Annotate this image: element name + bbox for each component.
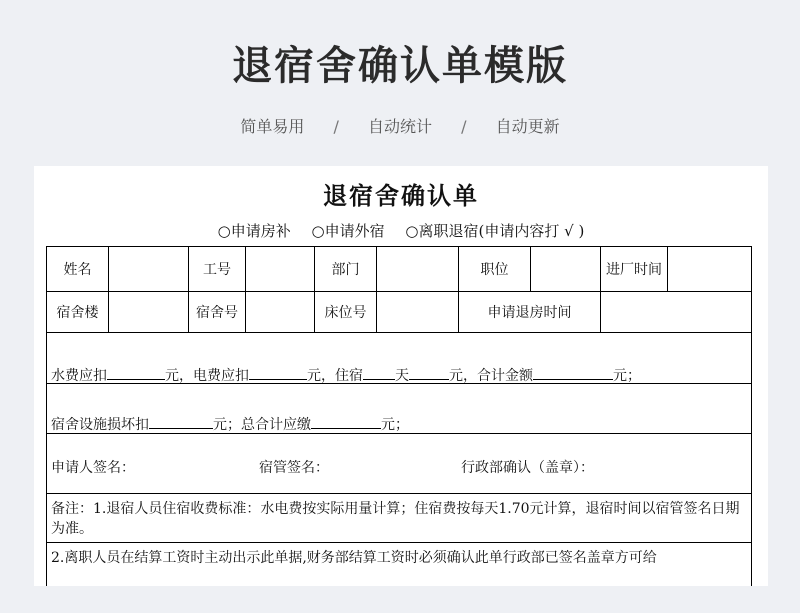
- note-row: [47, 494, 751, 543]
- label-dorm-building: 宿舍楼: [47, 292, 109, 332]
- form-sheet: [34, 166, 768, 586]
- form-title: 退宿舍确认单: [323, 181, 479, 210]
- table-row: [47, 292, 751, 333]
- option-housing-subsidy[interactable]: ○申请房补: [217, 222, 291, 240]
- page-title: 退宿舍确认单模版: [232, 43, 568, 89]
- signature-row: [47, 434, 751, 494]
- field-position[interactable]: [531, 247, 601, 291]
- option-outside-lodging[interactable]: ○申请外宿: [311, 222, 385, 240]
- water-fee-blank[interactable]: [107, 365, 165, 380]
- fee-line: 水费应扣 元，电费应扣 元，住宿 天 元，合计金额 元；: [51, 365, 641, 385]
- note-1: 备注：1.退宿人员住宿收费标准：水电费按实际用量计算；住宿费按每天1.70元计算，退宿时间以宿管签名日期为准。: [51, 501, 740, 537]
- table-row: [47, 247, 751, 292]
- label-position: 职位: [459, 247, 531, 291]
- label-name: 姓名: [47, 247, 109, 291]
- field-checkout-time[interactable]: [601, 292, 751, 332]
- field-employee-id[interactable]: [246, 247, 315, 291]
- tag-separator: /: [333, 117, 339, 136]
- tag-auto-stat: 自动统计: [367, 117, 432, 136]
- note-2: 2.离职人员在结算工资时主动出示此单据,财务部结算工资时必须确认此单行政部已签名盖章方可给: [51, 550, 657, 566]
- label-employee-id: 工号: [189, 247, 246, 291]
- admin-confirmation[interactable]: 行政部确认（盖章）：: [461, 460, 594, 476]
- lodging-fee-blank[interactable]: [409, 365, 449, 380]
- dorm-manager-signature[interactable]: 宿管签名：: [259, 460, 329, 476]
- label-checkout-time: 申请退房时间: [459, 292, 601, 332]
- total-amount-blank[interactable]: [533, 365, 613, 380]
- label-bed-number: 床位号: [315, 292, 377, 332]
- feature-tags: [0, 114, 800, 137]
- damage-line: 宿舍设施损坏扣 元；总合计应缴 元；: [51, 414, 409, 434]
- tag-easy: 简单易用: [240, 117, 305, 136]
- label-department: 部门: [315, 247, 377, 291]
- field-bed-number[interactable]: [377, 292, 459, 332]
- damage-row: [47, 384, 751, 434]
- form-table: [46, 246, 752, 586]
- field-dorm-number[interactable]: [246, 292, 315, 332]
- grand-total-blank[interactable]: [311, 414, 381, 429]
- label-dorm-number: 宿舍号: [189, 292, 246, 332]
- application-options: [34, 220, 768, 241]
- field-department[interactable]: [377, 247, 459, 291]
- label-entry-time: 进厂时间: [601, 247, 668, 291]
- electric-fee-blank[interactable]: [249, 365, 307, 380]
- tag-auto-update: 自动更新: [495, 117, 560, 136]
- field-entry-time[interactable]: [668, 247, 751, 291]
- note-row: [47, 543, 751, 586]
- field-name[interactable]: [109, 247, 189, 291]
- option-resign-checkout[interactable]: ○离职退宿(申请内容打 √ ): [405, 222, 585, 240]
- tag-separator: /: [461, 117, 467, 136]
- damage-fee-blank[interactable]: [149, 414, 213, 429]
- field-dorm-building[interactable]: [109, 292, 189, 332]
- fee-row: [47, 333, 751, 384]
- lodging-days-blank[interactable]: [363, 365, 395, 380]
- applicant-signature[interactable]: 申请人签名：: [51, 460, 135, 476]
